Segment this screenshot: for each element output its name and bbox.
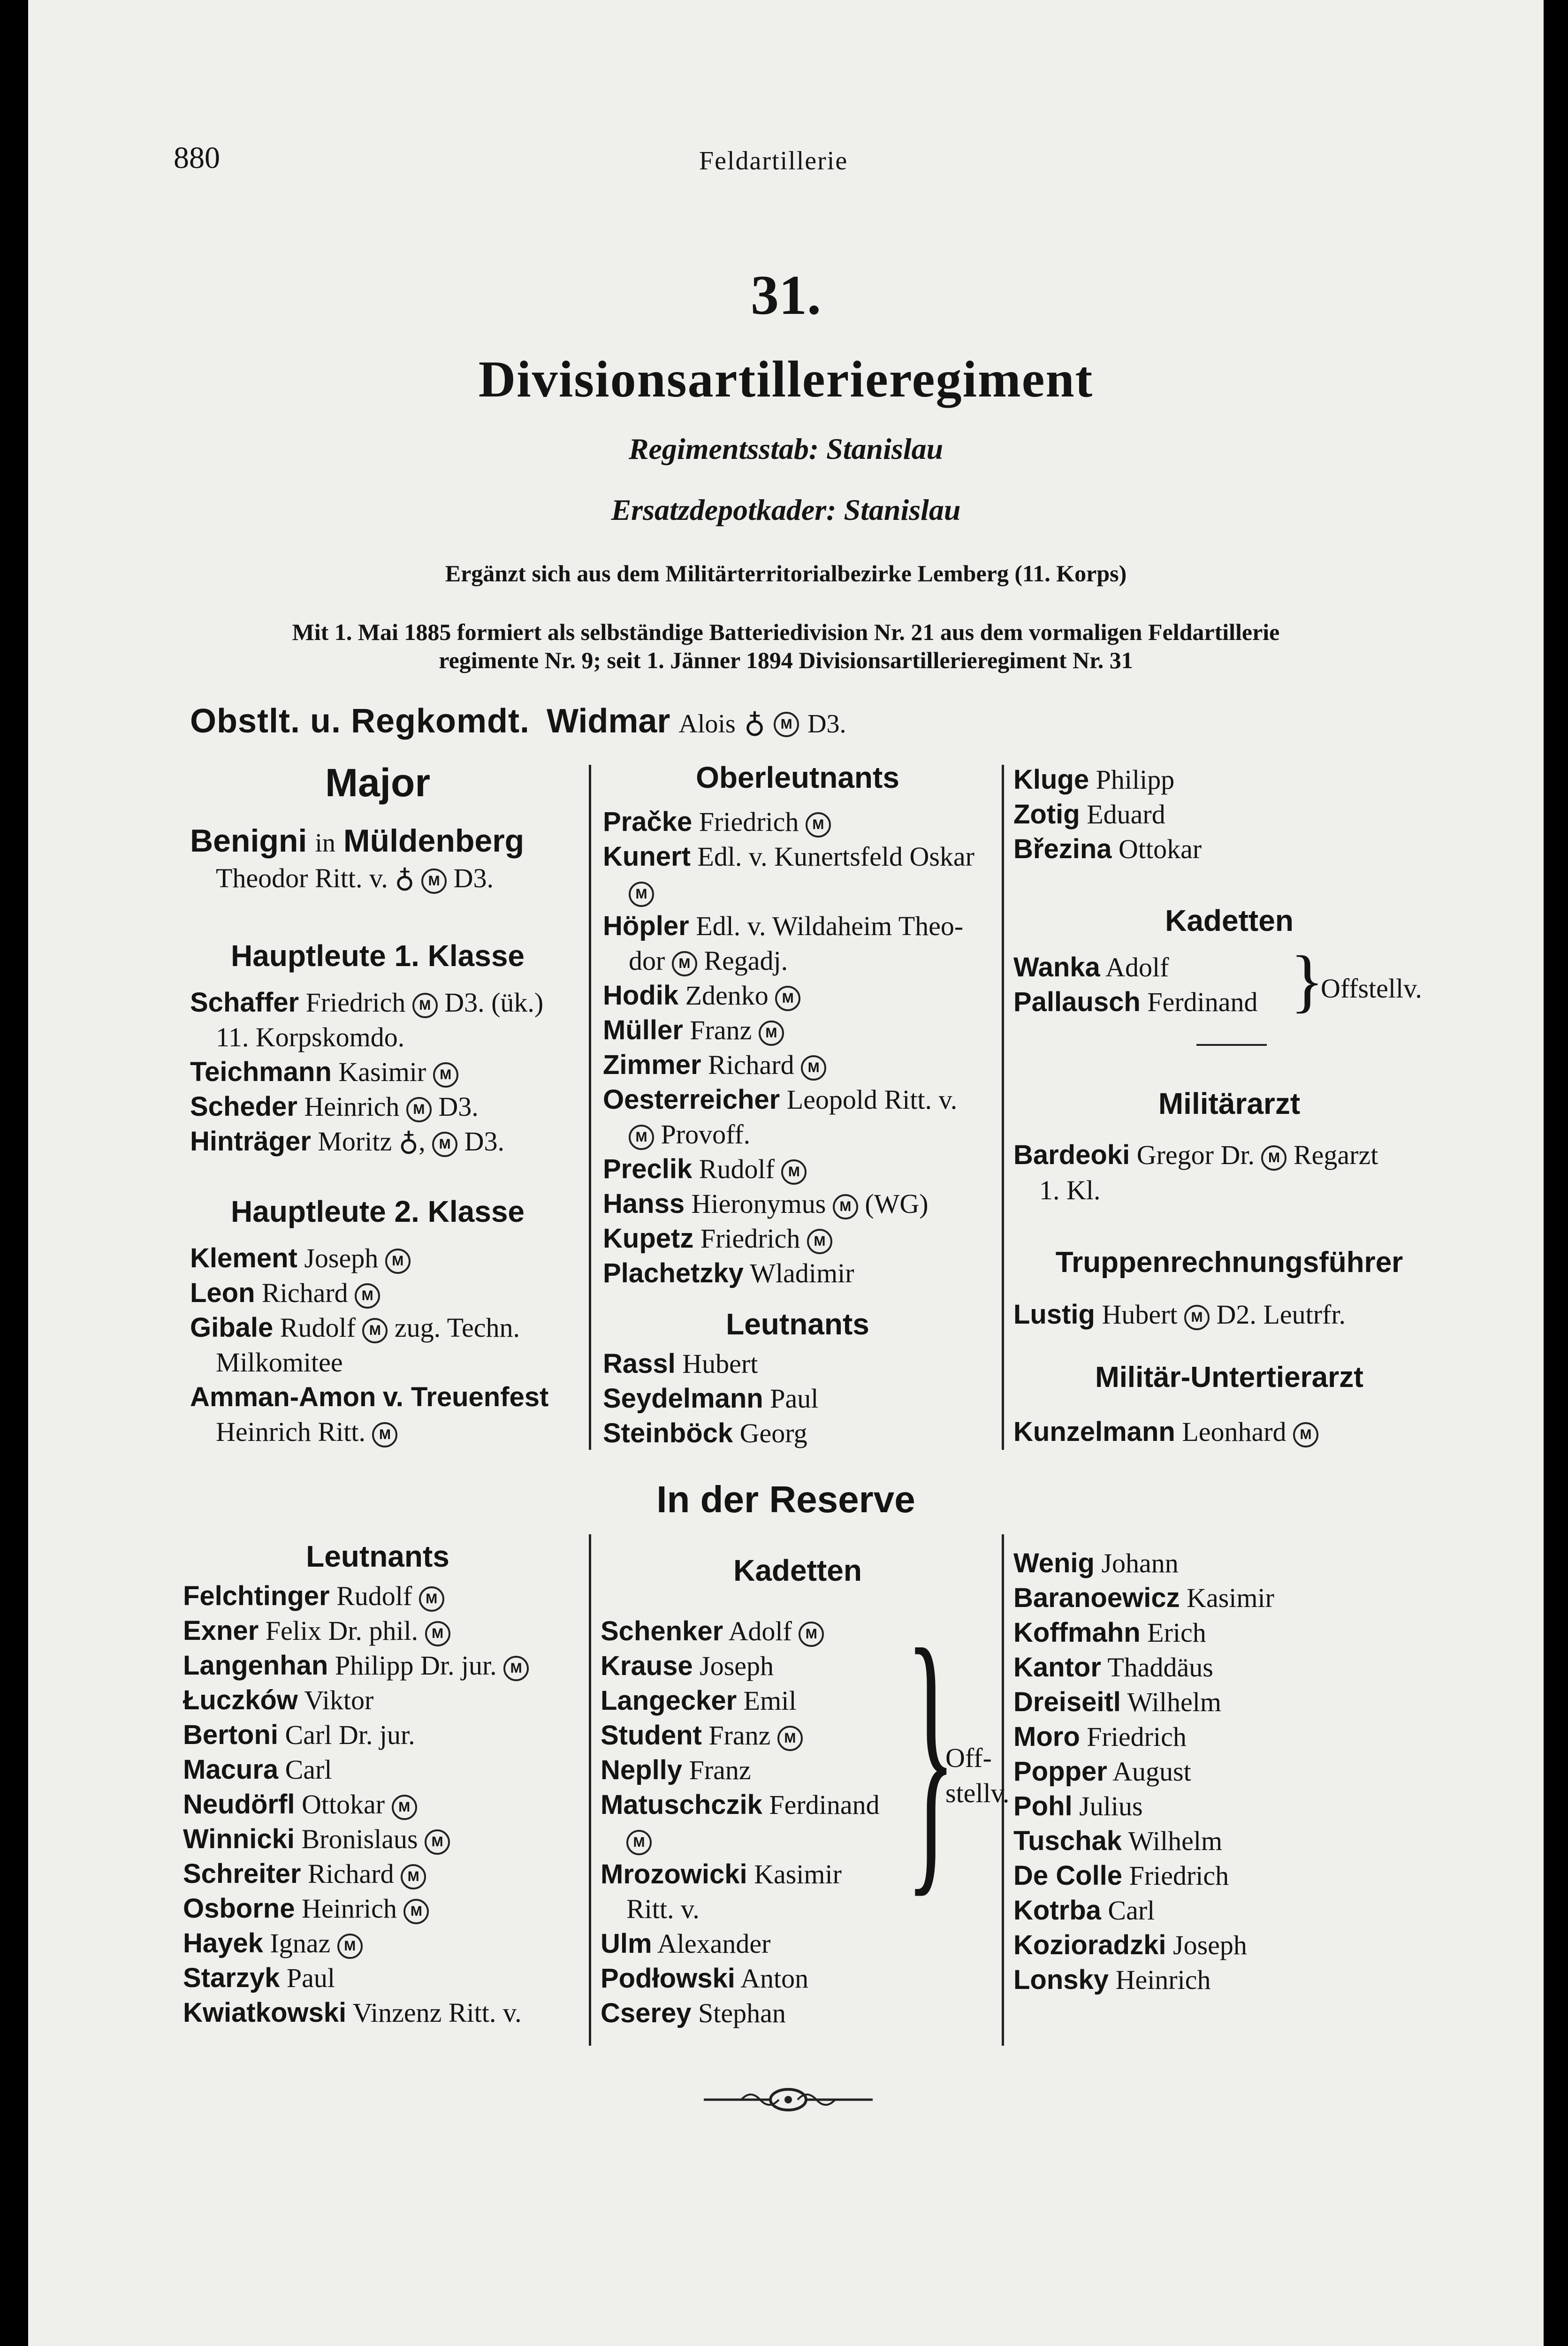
- list-item: Zimmer Richard M: [603, 1048, 974, 1082]
- list-item: Ritt. v.: [626, 1894, 700, 1924]
- m-badge-icon: M: [777, 1726, 803, 1751]
- list-item: 11. Korpskomdo.: [216, 1022, 405, 1052]
- list-item: Starzyk Paul: [183, 1963, 335, 1993]
- m-badge-icon: M: [833, 1194, 858, 1219]
- m-badge-icon: M: [1293, 1422, 1318, 1447]
- list-item: Kozioradzki Joseph: [1013, 1930, 1247, 1960]
- divider: [1196, 1044, 1267, 1046]
- reserve-kadetten-note-1: Off-: [945, 1743, 992, 1773]
- list-item: Gibale Rudolf M zug. Techn.: [190, 1312, 520, 1343]
- m-badge-icon: M: [412, 993, 438, 1018]
- list-item: Wanka Adolf: [1013, 952, 1169, 983]
- list-item: Popper August: [1013, 1756, 1191, 1787]
- commander-surname: Widmar: [547, 702, 670, 740]
- reserve-kadetten-heading: Kadetten: [733, 1554, 862, 1587]
- m-badge-icon: M: [425, 1621, 450, 1646]
- list-item: Klement Joseph M: [190, 1241, 548, 1276]
- list-item: Bertoni Carl Dr. jur.: [183, 1720, 415, 1750]
- list-item: Mrozowicki Kasimir: [601, 1859, 842, 1889]
- history-line-1: Mit 1. Mai 1885 formiert als selbständige Batteriedivision Nr. 21 aus dem vormaligen Feldartillerie: [292, 619, 1280, 645]
- reserve-right-list: [1013, 1546, 1274, 1997]
- list-item: Macura Carl: [183, 1754, 332, 1785]
- ornament-rule-icon: [704, 2083, 873, 2116]
- m-badge-icon: M: [781, 1159, 807, 1185]
- m-badge-icon: M: [372, 1422, 397, 1447]
- m-badge-icon: M: [629, 882, 654, 907]
- list-item: Pallausch Ferdinand: [1013, 987, 1258, 1017]
- column-rule-1: [589, 765, 591, 1450]
- list-item: Leon Richard M: [190, 1276, 548, 1310]
- m-badge-icon: M: [406, 1097, 432, 1122]
- hauptleute1-heading: Hauptleute 1. Klasse: [231, 939, 525, 973]
- m-badge-icon: M: [807, 1229, 832, 1254]
- m-badge-icon: M: [626, 1830, 652, 1855]
- list-item: Zotig Eduard: [1013, 799, 1165, 830]
- list-item: Neplly Franz: [601, 1755, 751, 1785]
- truppen-line: Lustig Hubert M D2. Leutrfr.: [1013, 1299, 1346, 1330]
- m-badge-icon: M: [799, 1622, 824, 1647]
- hauptleute1-list: [190, 985, 543, 1159]
- militaerarzt-line-2: 1. Kl.: [1039, 1175, 1101, 1205]
- leutnants-heading: Leutnants: [726, 1307, 869, 1341]
- list-item: Teichmann Kasimir M: [190, 1055, 543, 1089]
- list-item: Student Franz M: [601, 1718, 880, 1753]
- m-badge-icon: M: [419, 1586, 444, 1612]
- ersatzdepot: Ersatzdepotkader: Stanislau: [611, 493, 961, 526]
- list-item: Pohl Julius: [1013, 1791, 1143, 1821]
- militaerarzt-line: Bardeoki Gregor Dr. M Regarzt: [1013, 1140, 1378, 1170]
- m-badge-icon: M: [806, 812, 831, 838]
- list-item: Matuschczik Ferdinand: [601, 1790, 880, 1820]
- brace-icon: }: [906, 1589, 956, 1921]
- list-item: [603, 874, 974, 909]
- m-badge-icon: M: [801, 1055, 826, 1081]
- brace-icon: }: [1290, 942, 1324, 1020]
- m-badge-icon: M: [337, 1934, 363, 1959]
- list-item: Winnicki Bronislaus M: [183, 1822, 529, 1857]
- list-item: Amman-Amon v. Treuenfest: [190, 1382, 549, 1412]
- list-item: Kotrba Carl: [1013, 1895, 1155, 1926]
- page-number: 880: [174, 141, 220, 175]
- regimentsstab: Regimentsstab: Stanislau: [628, 432, 944, 465]
- list-item: Baranoewicz Kasimir: [1013, 1583, 1274, 1613]
- document-page: [28, 0, 1544, 2346]
- reserve-leutnants-list: [183, 1579, 529, 2030]
- list-item: Podłowski Anton: [601, 1963, 809, 1994]
- unterarzt-line: Kunzelmann Leonhard M: [1013, 1415, 1318, 1449]
- list-item: Kunert Edl. v. Kunertsfeld Oskar: [603, 841, 974, 872]
- kadetten-list: [1013, 950, 1257, 1020]
- reserve-kadetten-list: [601, 1614, 880, 2031]
- list-item: Osborne Heinrich M: [183, 1891, 529, 1926]
- m-badge-icon: M: [774, 712, 799, 737]
- m-badge-icon: M: [421, 868, 447, 894]
- m-badge-icon: M: [432, 1132, 457, 1157]
- medal-icon: ♁: [395, 863, 415, 893]
- list-item: M Provoff.: [603, 1117, 974, 1152]
- m-badge-icon: M: [401, 1864, 426, 1889]
- list-item: Kantor Thaddäus: [1013, 1652, 1213, 1683]
- hauptleute2-heading: Hauptleute 2. Klasse: [231, 1195, 525, 1228]
- m-badge-icon: M: [629, 1125, 654, 1150]
- list-item: Cserey Stephan: [601, 1998, 786, 2028]
- major-heading: Major: [325, 761, 431, 805]
- m-badge-icon: M: [1184, 1305, 1210, 1330]
- list-item: Oesterreicher Leopold Ritt. v.: [603, 1084, 958, 1115]
- list-item: Schreiter Richard M: [183, 1857, 529, 1891]
- list-item: Felchtinger Rudolf M: [183, 1579, 529, 1614]
- reserve-kadetten-note-2: stellv.: [945, 1778, 1010, 1808]
- list-item: Exner Felix Dr. phil. M: [183, 1614, 529, 1648]
- oberleutnants-heading: Oberleutnants: [696, 761, 899, 794]
- list-item: Łuczków Viktor: [183, 1685, 374, 1715]
- list-item: Langenhan Philipp Dr. jur. M: [183, 1648, 529, 1683]
- list-item: Steinböck Georg: [603, 1418, 807, 1448]
- hauptleute2-list: [190, 1241, 548, 1449]
- reserve-heading: In der Reserve: [656, 1478, 915, 1520]
- m-badge-icon: M: [503, 1656, 529, 1681]
- leutnants-list: [603, 1347, 818, 1451]
- commander-given: Alois: [678, 709, 736, 739]
- m-badge-icon: M: [672, 951, 697, 976]
- commander-after: D3.: [807, 709, 846, 739]
- list-item: Scheder Heinrich M D3.: [190, 1091, 479, 1122]
- major-line-2: Theodor Ritt. v. ♁ M D3.: [216, 863, 494, 893]
- medal-icon: ♁: [744, 707, 766, 739]
- m-badge-icon: M: [433, 1062, 458, 1088]
- list-item: Schaffer Friedrich M D3. (ük.): [190, 987, 544, 1018]
- oberleutnants-list: [603, 805, 974, 1291]
- m-badge-icon: M: [775, 986, 800, 1011]
- right-top-list: [1013, 762, 1202, 867]
- list-item: Seydelmann Paul: [603, 1383, 819, 1414]
- list-item: Tuschak Wilhelm: [1013, 1826, 1223, 1856]
- running-title: Feldartillerie: [699, 146, 848, 175]
- list-item: Hodik Zdenko M: [603, 978, 974, 1013]
- major-line-1: Benigni in Müldenberg: [190, 823, 525, 859]
- reserve-leutnants-heading: Leutnants: [306, 1539, 449, 1573]
- list-item: Wenig Johann: [1013, 1548, 1179, 1578]
- regiment-number: 31.: [751, 264, 821, 326]
- list-item: Krause Joseph: [601, 1651, 774, 1681]
- m-badge-icon: M: [759, 1021, 784, 1046]
- list-item: Pračke Friedrich M: [603, 805, 974, 839]
- kadetten-note: Offstellv.: [1321, 973, 1422, 1004]
- m-badge-icon: M: [392, 1795, 417, 1820]
- list-item: Hinträger Moritz ♁, M D3.: [190, 1126, 504, 1157]
- list-item: Dreiseitl Wilhelm: [1013, 1687, 1221, 1717]
- column-rule-3: [589, 1534, 591, 2046]
- regiment-title: Divisionsartillerieregiment: [478, 350, 1094, 408]
- m-badge-icon: M: [355, 1283, 380, 1309]
- m-badge-icon: M: [362, 1318, 388, 1343]
- list-item: [601, 1822, 880, 1857]
- list-item: Neudörfl Ottokar M: [183, 1787, 529, 1822]
- list-item: Koffmahn Erich: [1013, 1617, 1206, 1648]
- commander-line: [190, 704, 846, 741]
- list-item: Kwiatkowski Vinzenz Ritt. v.: [183, 1997, 522, 2028]
- column-rule-2: [1002, 765, 1004, 1450]
- list-item: Höpler Edl. v. Wildaheim Theo-: [603, 911, 964, 941]
- m-badge-icon: M: [385, 1249, 411, 1274]
- list-item: Moro Friedrich: [1013, 1721, 1187, 1752]
- kadetten-heading: Kadetten: [1165, 904, 1294, 937]
- list-item: Heinrich Ritt. M: [190, 1415, 548, 1449]
- unterarzt-heading: Militär-Untertierarzt: [1095, 1361, 1363, 1394]
- list-item: Ulm Alexander: [601, 1928, 771, 1959]
- list-item: Müller Franz M: [603, 1013, 974, 1048]
- list-item: Langecker Emil: [601, 1685, 797, 1716]
- list-item: Kluge Philipp: [1013, 764, 1175, 795]
- m-badge-icon: M: [403, 1899, 429, 1924]
- militaerarzt-heading: Militärarzt: [1158, 1087, 1301, 1120]
- list-item: Plachetzky Wladimir: [603, 1258, 854, 1288]
- m-badge-icon: M: [1261, 1145, 1286, 1171]
- list-item: dor M Regadj.: [629, 945, 788, 976]
- list-item: Hayek Ignaz M: [183, 1926, 529, 1961]
- list-item: Preclik Rudolf M: [603, 1152, 974, 1187]
- list-item: Lonsky Heinrich: [1013, 1965, 1211, 1995]
- truppen-heading: Truppenrechnungsführer: [1055, 1246, 1403, 1279]
- list-item: Březina Ottokar: [1013, 834, 1202, 864]
- medal-icon: ♁: [398, 1126, 419, 1157]
- history-line-2: regimente Nr. 9; seit 1. Jänner 1894 Divisionsartillerieregiment Nr. 31: [439, 647, 1133, 673]
- ergaenzung-note: Ergänzt sich aus dem Militärterritorialbezirke Lemberg (11. Korps): [445, 560, 1127, 586]
- commander-label: Obstlt. u. Regkomdt.: [190, 702, 530, 740]
- list-item: De Colle Friedrich: [1013, 1860, 1229, 1891]
- list-item: Milkomitee: [216, 1347, 343, 1378]
- list-item: Kupetz Friedrich M: [603, 1221, 974, 1256]
- list-item: Rassl Hubert: [603, 1348, 758, 1379]
- list-item: Schenker Adolf M: [601, 1614, 880, 1649]
- list-item: Hanss Hieronymus M (WG): [603, 1188, 929, 1219]
- m-badge-icon: M: [425, 1829, 450, 1855]
